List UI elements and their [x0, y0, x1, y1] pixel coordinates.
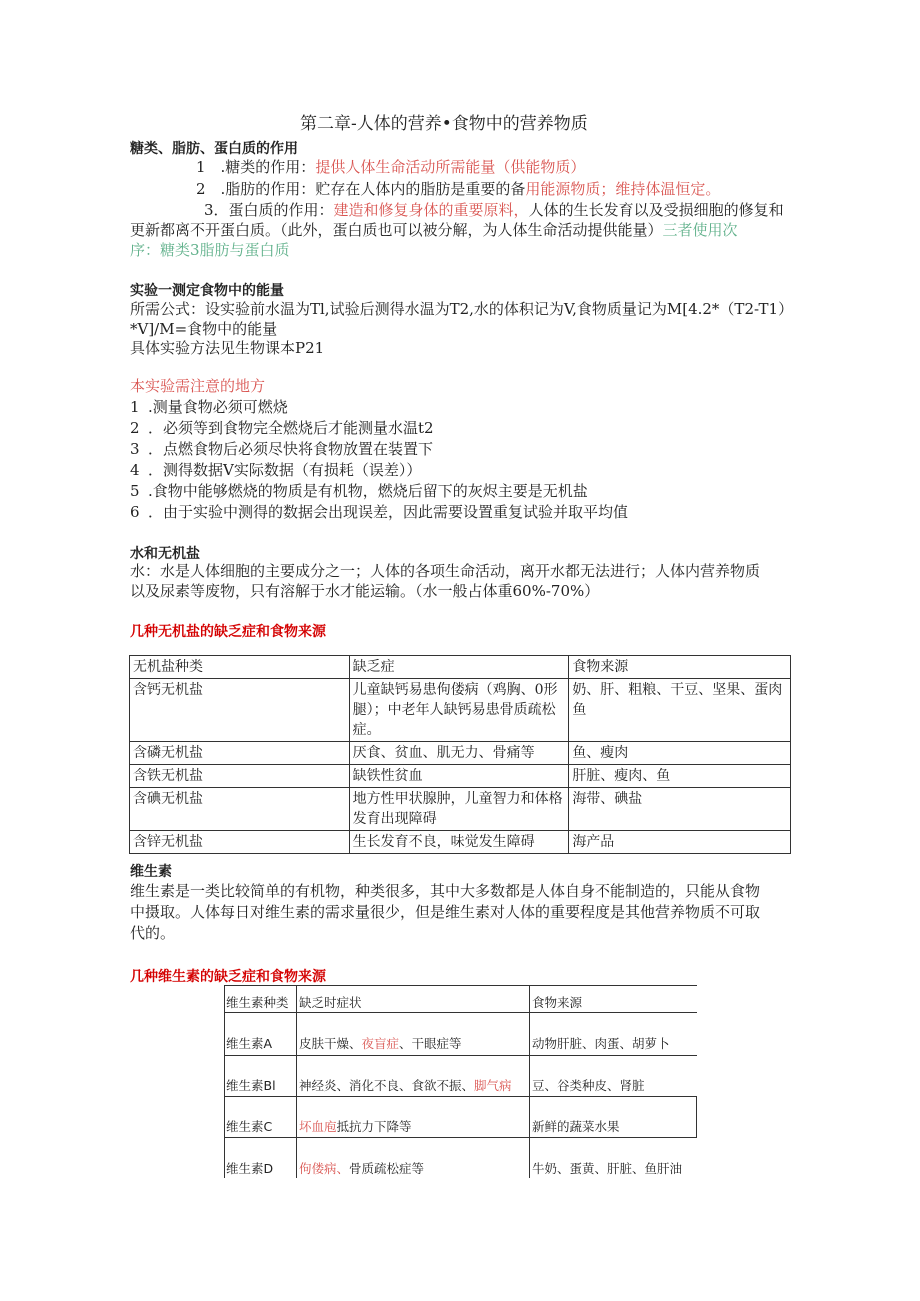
- item-protein-text-a: 建造和修复身体的重要原料，: [333, 201, 529, 219]
- usage-order-b: 序：糖类3脂肪与蛋白质: [130, 241, 290, 259]
- table-cell: 无机盐种类: [130, 656, 350, 679]
- table-rule: [224, 1096, 697, 1097]
- vitamin-desc-line2: 中摄取。人体每日对维生素的需求量很少，但是维生素对人体的重要程度是其他营养物质不可取: [130, 903, 761, 921]
- water-line1: 水：水是人体细胞的主要成分之一；人体的各项生命活动，离开水都无法进行；人体内营养物质: [130, 562, 761, 580]
- vitamin-name-cell: 维生素A: [226, 1036, 273, 1051]
- note-number: 2: [130, 419, 140, 437]
- symptom-highlight: 脚气病: [474, 1078, 512, 1093]
- page-title: 第二章-人体的营养•食物中的营养物质: [300, 114, 588, 134]
- vitamins-heading: 几种维生素的缺乏症和食物来源: [130, 969, 326, 985]
- note-text: .食物中能够燃烧的物质是有机物，燃烧后留下的灰烬主要是无机盐: [148, 482, 588, 500]
- item-protein-label: 3．蛋白质的作用：: [204, 201, 334, 219]
- note-text: ．必须等到食物完全燃烧后才能测量水温t2: [148, 419, 434, 437]
- table-cell: 厌食、贫血、肌无力、骨痛等: [349, 742, 569, 765]
- vitamin-food-cell: 豆、谷类种皮、肾脏: [532, 1078, 645, 1093]
- item-protein-text-b: 人体的生长发育以及受损细胞的修复和: [528, 201, 784, 219]
- table-row: [130, 679, 791, 742]
- table-rule: [296, 985, 297, 1178]
- vitamin-desc-line3: 代的。: [130, 924, 176, 942]
- table-rule: [224, 985, 225, 1178]
- table-rule: [696, 1096, 697, 1137]
- table-header-cell: 维生素种类: [226, 995, 289, 1010]
- table-header-cell: 食物来源: [532, 995, 583, 1010]
- symptom-text: 、干眼症等: [399, 1036, 462, 1051]
- symptom-highlight: 坏血庖: [299, 1119, 337, 1134]
- table-cell: 地方性甲状腺肿，儿童智力和体格发育出现障碍: [349, 788, 569, 831]
- table-cell: 缺乏症: [349, 656, 569, 679]
- vitamin-symptom-cell: [299, 1159, 424, 1177]
- note-text: .测量食物必须可燃烧: [148, 398, 288, 416]
- table-cell: 儿童缺钙易患佝偻病（鸡胸、0形腿）；中老年人缺钙易患骨质疏松症。: [349, 679, 569, 742]
- usage-order-a: 三者使用次: [662, 221, 738, 239]
- table-rule: [224, 985, 697, 986]
- item-carbs: [196, 157, 585, 178]
- note-number: 1: [130, 398, 140, 416]
- note-number: 5: [130, 482, 140, 500]
- table-header-row: [130, 656, 791, 679]
- vitamin-food-cell: 新鲜的蔬菜水果: [532, 1119, 620, 1134]
- table-row: [130, 788, 791, 831]
- method-text: 具体实验方法见生物课本P21: [130, 339, 325, 357]
- vitamin-name-cell: 维生素Bl: [226, 1078, 276, 1093]
- table-cell: 含锌无机盐: [130, 831, 350, 854]
- note-number: 3: [130, 440, 140, 458]
- vitamin-symptom-cell: [299, 1034, 462, 1052]
- vitamin-name-cell: 维生素D: [226, 1161, 274, 1176]
- item-protein-line2: [130, 220, 738, 241]
- table-header-cell: 缺乏时症状: [299, 995, 362, 1010]
- symptom-text: 皮肤干燥、: [299, 1036, 362, 1051]
- minerals-heading: 几种无机盐的缺乏症和食物来源: [130, 624, 326, 640]
- table-cell: 肝脏、瘦肉、鱼: [569, 765, 791, 788]
- item-fat-text-b: 用能源物质；维持体温恒定。: [525, 180, 721, 198]
- item-carbs-label: 1 .糖类的作用：: [196, 158, 316, 176]
- vitamin-name-cell: 维生素C: [226, 1119, 273, 1134]
- symptom-text: 骨质疏松症等: [349, 1161, 425, 1176]
- table-cell: 生长发育不良，味觉发生障碍: [349, 831, 569, 854]
- table-row: [130, 831, 791, 854]
- note-text: ．测得数据V实际数据（有损耗（误差））: [148, 461, 422, 479]
- formula-line2: *V]/M=食物中的能量: [130, 320, 278, 338]
- note-number: 6: [130, 503, 140, 521]
- minerals-table: [129, 655, 791, 854]
- vitamin-food-cell: 牛奶、蛋黄、肝脏、鱼肝油: [532, 1161, 683, 1176]
- vitamin-desc-line1: 维生素是一类比较简单的有机物，种类很多，其中大多数都是人体自身不能制造的，只能从食物: [130, 882, 761, 900]
- table-cell: 食物来源: [569, 656, 791, 679]
- table-cell: 含磷无机盐: [130, 742, 350, 765]
- symptom-text: 抵抗力下降等: [336, 1119, 412, 1134]
- table-cell: 海产品: [569, 831, 791, 854]
- table-cell: 海带、碘盐: [569, 788, 791, 831]
- item-fat-label: 2 .脂肪的作用：: [196, 180, 316, 198]
- note-text: ．点燃食物后必须尽快将食物放置在装置下: [148, 440, 434, 458]
- vitamin-food-cell: 动物肝脏、肉蛋、胡萝卜: [532, 1036, 670, 1051]
- sec4-heading: 维生素: [130, 864, 172, 880]
- table-cell: 缺铁性贫血: [349, 765, 569, 788]
- symptom-highlight: 佝偻病、: [299, 1161, 350, 1176]
- table-cell: 含铁无机盐: [130, 765, 350, 788]
- table-cell: 含碘无机盐: [130, 788, 350, 831]
- symptom-highlight: 夜盲症: [361, 1036, 400, 1051]
- item-fat-text-a: 贮存在人体内的脂肪是重要的备: [315, 180, 526, 198]
- table-rule: [224, 1012, 697, 1013]
- sec2-heading: 实验一测定食物中的能量: [130, 283, 284, 299]
- table-row: [130, 765, 791, 788]
- table-rule: [529, 985, 530, 1178]
- sec3-heading: 水和无机盐: [130, 546, 200, 562]
- vitamin-symptom-cell: [299, 1076, 512, 1094]
- item-protein-line2-text: 更新都离不开蛋白质。（此外，蛋白质也可以被分解，为人体生命活动提供能量）: [130, 221, 663, 239]
- notes-heading: 本实验需注意的地方: [130, 377, 266, 395]
- vitamin-symptom-cell: [299, 1117, 412, 1135]
- sec1-heading: 糖类、脂肪、蛋白质的作用: [130, 141, 298, 157]
- item-protein: [204, 200, 784, 221]
- table-rule: [224, 1137, 697, 1138]
- item-carbs-text: 提供人体生命活动所需能量（供能物质）: [315, 158, 586, 176]
- note-number: 4: [130, 461, 140, 479]
- table-cell: 鱼、瘦肉: [569, 742, 791, 765]
- water-line2: 以及尿素等废物，只有溶解于水才能运输。（水一般占体重60%-70%）: [130, 582, 600, 600]
- formula-line1: 所需公式：设实验前水温为Tl,试验后测得水温为T2,水的体积记为V,食物质量记为M[4.2*（T2-T1）: [130, 300, 794, 318]
- note-text: ．由于实验中测得的数据会出现误差，因此需要设置重复试验并取平均值: [148, 503, 629, 521]
- table-cell: 含钙无机盐: [130, 679, 350, 742]
- item-fat: [196, 179, 720, 200]
- table-rule: [224, 1055, 697, 1056]
- table-row: [130, 742, 791, 765]
- symptom-text: 神经炎、消化不良、食欲不振、: [299, 1078, 475, 1093]
- table-cell: 奶、肝、粗粮、干豆、坚果、蛋肉鱼: [569, 679, 791, 742]
